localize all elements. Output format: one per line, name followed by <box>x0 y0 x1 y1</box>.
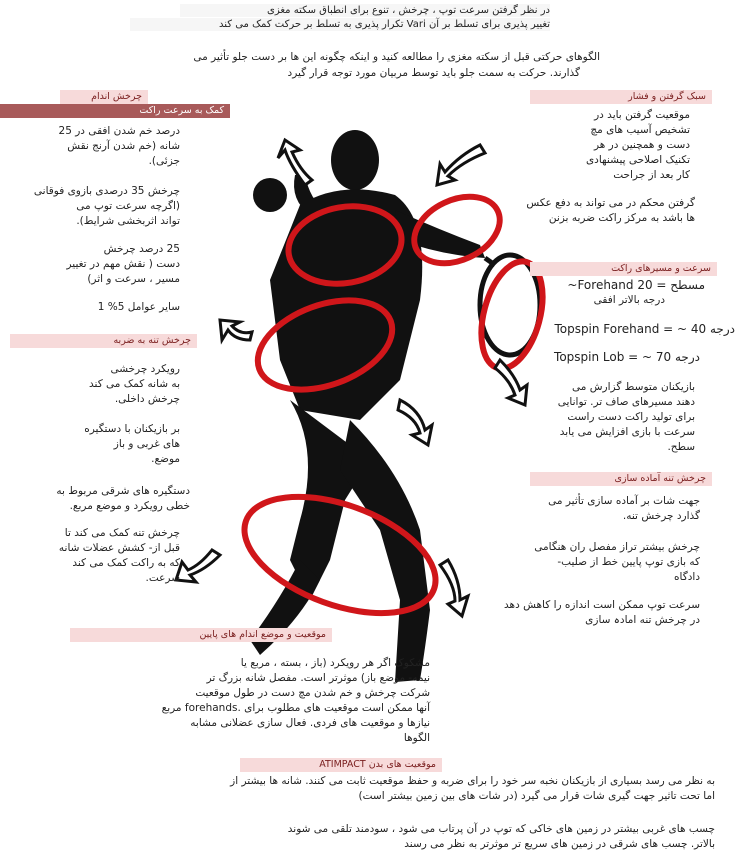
upper-body-subheading: کمک به سرعت راکت <box>0 104 230 118</box>
upper-body-item-1: درصد خم شدن افقی در 25 شانه (خم شدن آرنج نقش جزئی). <box>58 125 180 167</box>
upper-body-item-3: 25 درصد چرخش دست ( نقش مهم در تغییر مسیر ، سرعت و اثر) <box>66 243 180 285</box>
impact-heading: موقعیت های بدن ATIMPACT <box>240 758 442 772</box>
intro-line-2: تغییر پذیری برای تسلط بر آن Vari تکرار پذیری به تسلط بر حرکت کمک می کند <box>130 18 550 31</box>
racket-heading: سرعت و مسیرهای راکت <box>530 262 717 276</box>
prep-item-2: چرخش بیشتر تراز مفصل ران هنگامی که بازی توپ پایین خط از صلیب- دادگاه <box>534 541 700 583</box>
trunk-item-4: چرخش تنه کمک می کند تا قبل از- کشش عضلات شانه که به راکت کمک می کند سرعت. <box>58 527 180 584</box>
racket-line-1b: درجه بالاتر افقی <box>593 294 665 306</box>
racket-line-2: درجه Topspin Forehand = ~ 40 <box>554 322 735 336</box>
prep-heading: چرخش تنه آماده سازی <box>530 472 712 486</box>
racket-line-3: درجه Topspin Lob = ~ 70 <box>554 350 700 364</box>
trunk-heading: چرخش تنه به ضربه <box>10 334 197 348</box>
racket-note: بازیکنان متوسط گزارش می دهند مسیرهای صاف تر. توانایی برای تولید راکت دست راست سرعت با بازی افزایش می یابد سطح. <box>557 381 695 453</box>
grip-item-1: موقعیت گرفتن باید در تشخیص آسیب های مچ دست و همچنین در هر تکنیک اصلاحی پیشنهادی کار بعد از جراحت <box>585 109 690 181</box>
intro-line-4: گذارند. حرکت به سمت جلو باید توسط مربیان مورد توجه قرار گیرد <box>287 67 580 79</box>
lower-heading: موقعیت و موضع اندام های پایین <box>70 628 332 642</box>
trunk-item-2: بر بازیکنان با دستگیره های غربی و باز موضع. <box>84 423 180 465</box>
trunk-item-1: رویکرد چرخشی به شانه کمک می کند چرخش داخلی. <box>89 363 180 405</box>
upper-body-heading: چرخش اندام <box>60 90 148 118</box>
impact-text-1: به نظر می رسد بسیاری از بازیکنان نخبه سر خود را برای ضربه و حفظ موقعیت ثابت می کنند. شانه ها بیشتر از اما تحت تاثیر جهت گیری شات قرار می گیرد (در شات های بین زمین بیشتر است) <box>230 775 715 802</box>
prep-item-1: جهت شات بر آماده سازی تأثیر می گذارد چرخش تنه. <box>548 495 700 522</box>
racket-line-1: مسطح = Forehand 20~ <box>567 278 705 292</box>
upper-body-item-2: چرخش 35 درصدی بازوی فوقانی (اگرچه سرعت توپ می تواند اثربخشی شرایط). <box>33 185 180 227</box>
grip-heading: سبک گرفتن و فشار <box>530 90 712 104</box>
intro-line-3: الگوهای حرکتی قبل از سکته مغزی را مطالعه کنید و اینکه چگونه این ها بر دست جلو تأثیر می <box>193 51 600 63</box>
upper-body-item-4: سایر عوامل 5% 1 <box>97 301 180 313</box>
impact-text-2: چسب های غربی بیشتر در زمین های خاکی که توپ در آن پرتاب می شود ، سودمند تلقی می شوند بالاتر. چسب های شرقی در زمین های سریع تر موثرتر به نظر می رسند <box>287 823 715 850</box>
trunk-item-3: دستگیره های شرقی مربوط به خطی رویکرد و موضع مربع. <box>56 485 190 512</box>
prep-item-3: سرعت توپ ممکن است اندازه را کاهش دهد در چرخش تنه امادہ سازی <box>504 599 700 626</box>
player-silhouette <box>250 130 485 682</box>
grip-item-2: گرفتن محکم در می تواند به دفع عکس ها باشد به مرکز راکت ضربه بزنن <box>526 197 695 224</box>
lower-text: مشکوک اگر هر رویکرد (باز ، بسته ، مربع یا نیمه- موضع باز) موثرتر است. مفصل شانه بزرگ تر شرکت چرخش و خم شدن مچ دست در طول موقعیت آنها ممکن است موقعیت های مطلوب برای .forehands مربع نیازها و موقعیت های فردی. فعال سازی عضلانی مشابه الگوها <box>161 657 430 744</box>
tennis-ball <box>253 178 287 212</box>
intro-line-1: در نظر گرفتن سرعت توپ ، چرخش ، تنوع برای انطباق سکته مغزی <box>180 4 550 17</box>
